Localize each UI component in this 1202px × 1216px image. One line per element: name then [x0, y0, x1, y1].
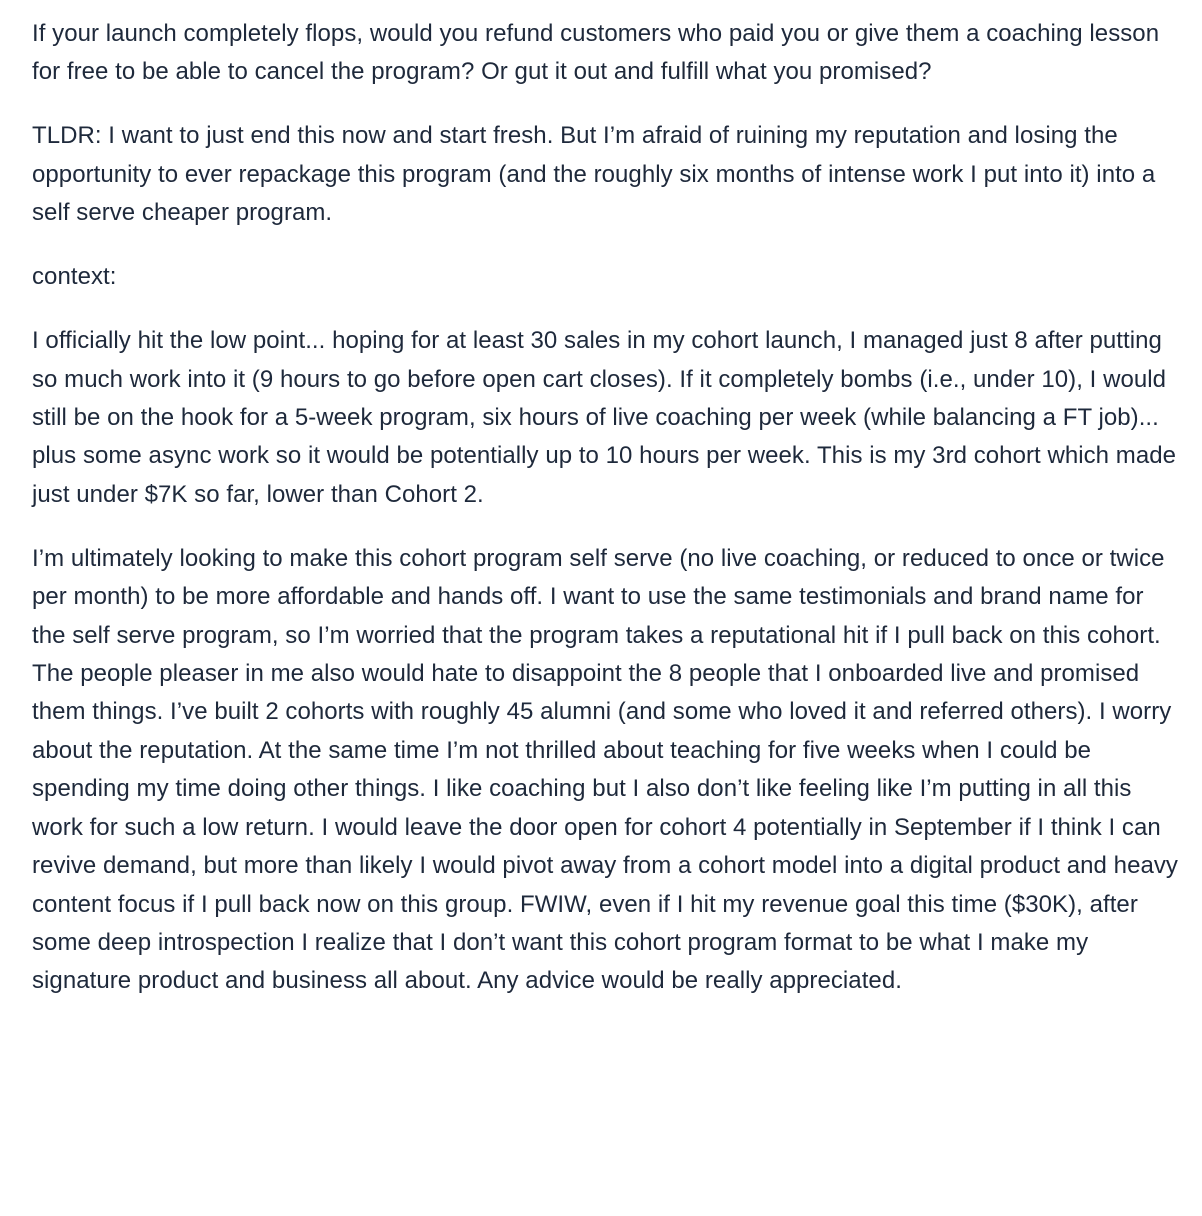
post-tldr-paragraph: TLDR: I want to just end this now and start fresh. But I’m afraid of ruining my reputation and losing the opportunity to ever repackage this program (and the roughly six months of intense work I put into it) into a self serve cheaper program.: [32, 122, 1156, 227]
post-context-label: context:: [32, 263, 117, 291]
post-context-paragraph: I officially hit the low point... hoping for at least 30 sales in my cohort launch, I managed just 8 after putting so much work into it (9 hours to go before open cart closes). If it completely bombs (i.e., under 10), I would still be on the hook for a 5-week program, six hours of live coaching per week (while balancing a FT job)... plus some async work so it would be potentially up to 10 hours per week. This is my 3rd cohort which made just under $7K so far, lower than Cohort 2.: [32, 327, 1177, 508]
post-detail-paragraph: I’m ultimately looking to make this cohort program self serve (no live coaching, or reduced to once or twice per month) to be more affordable and hands off. I want to use the same testimonials and brand name for the self serve program, so I’m worried that the program takes a reputational hit if I pull back on this cohort. The people pleaser in me also would hate to disappoint the 8 people that I onboarded live and promised them things. I’ve built 2 cohorts with roughly 45 alumni (and some who loved it and referred others). I worry about the reputation. At the same time I’m not thrilled about teaching for five weeks when I could be spending my time doing other things. I like coaching but I also don’t like feeling like I’m putting in all this work for such a low return. I would leave the door open for cohort 4 potentially in September if I think I can revive demand, but more than likely I would pivot away from a cohort model into a digital product and heavy content focus if I pull back now on this group. FWIW, even if I hit my revenue goal this time ($30K), after some deep introspection I realize that I don’t want this cohort program format to be what I make my signature product and business all about. Any advice would be really appreciated.: [32, 544, 1178, 995]
post-question-paragraph: If your launch completely flops, would you refund customers who paid you or give them a coaching lesson for free to be able to cancel the program? Or gut it out and fulfill what you promised?: [32, 20, 1160, 86]
